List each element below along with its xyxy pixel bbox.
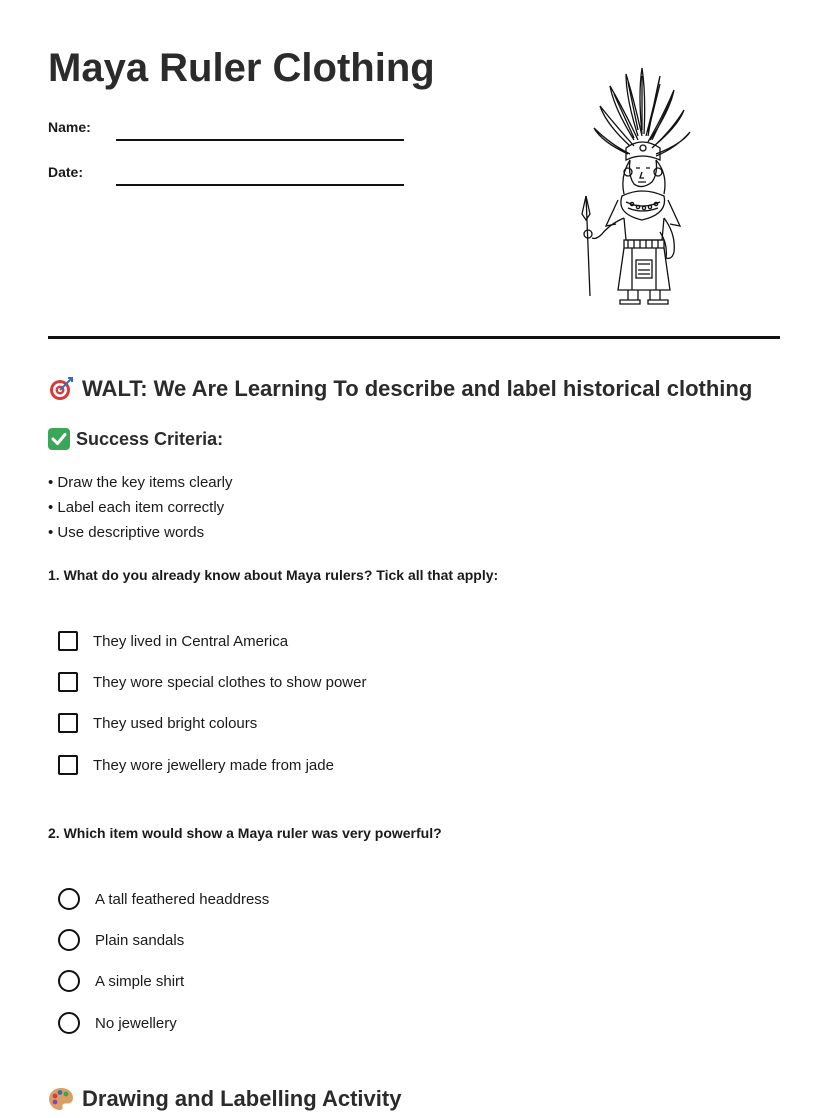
q1-option-2[interactable]: [58, 669, 366, 695]
question-1: 1. What do you already know about Maya rulers? Tick all that apply:: [48, 567, 499, 583]
question-2: 2. Which item would show a Maya ruler was very powerful?: [48, 825, 442, 841]
option-label: A simple shirt: [95, 972, 185, 990]
q1-option-3[interactable]: [58, 710, 257, 736]
name-label: Name:: [48, 119, 91, 135]
list-item: • Label each item correctly: [48, 499, 225, 516]
option-label: No jewellery: [95, 1014, 177, 1032]
name-input-line[interactable]: [116, 139, 404, 141]
radio-button[interactable]: [58, 888, 80, 910]
date-label: Date:: [48, 164, 84, 180]
list-item: • Use descriptive words: [48, 524, 205, 541]
radio-button[interactable]: [58, 970, 80, 992]
option-label: They wore special clothes to show power: [93, 673, 367, 691]
option-label: They lived in Central America: [93, 632, 289, 650]
q2-option-1[interactable]: [58, 886, 269, 912]
checkbox[interactable]: [58, 672, 78, 692]
option-label: Plain sandals: [95, 931, 185, 949]
activity-title: Drawing and Labelling Activity: [82, 1086, 402, 1111]
headdress-feathers: [594, 68, 690, 156]
activity-heading: [48, 1086, 401, 1112]
radio-button[interactable]: [58, 929, 80, 951]
date-input-line[interactable]: [116, 184, 404, 186]
q1-option-4[interactable]: [58, 752, 334, 778]
list-item: • Draw the key items clearly: [48, 474, 233, 491]
name-field[interactable]: [48, 119, 408, 149]
success-criteria-list: [48, 470, 232, 545]
section-divider: [48, 336, 780, 339]
maya-ruler-illustration: [572, 64, 700, 308]
option-label: A tall feathered headdress: [95, 890, 270, 908]
q1-option-1[interactable]: [58, 628, 288, 654]
checkbox[interactable]: [58, 631, 78, 651]
success-criteria-title: Success Criteria:: [76, 428, 224, 449]
skirt: [618, 248, 670, 290]
walt-text: WALT: We Are Learning To describe and label historical clothing: [82, 376, 753, 401]
q2-option-2[interactable]: [58, 927, 184, 953]
page-title: Maya Ruler Clothing: [48, 46, 435, 90]
target-icon: [48, 376, 74, 402]
checkbox[interactable]: [58, 713, 78, 733]
date-field[interactable]: [48, 164, 408, 194]
option-label: They used bright colours: [93, 714, 258, 732]
walt-heading: [48, 376, 752, 402]
option-label: They wore jewellery made from jade: [93, 756, 334, 774]
worksheet-page: [48, 0, 780, 1118]
check-mark-icon: [48, 428, 70, 450]
q2-option-4[interactable]: [58, 1010, 177, 1036]
success-criteria-heading: [48, 428, 223, 450]
q2-option-3[interactable]: [58, 968, 184, 994]
palette-icon: [48, 1086, 74, 1112]
headband-jewel: [640, 145, 646, 151]
checkbox[interactable]: [58, 755, 78, 775]
radio-button[interactable]: [58, 1012, 80, 1034]
